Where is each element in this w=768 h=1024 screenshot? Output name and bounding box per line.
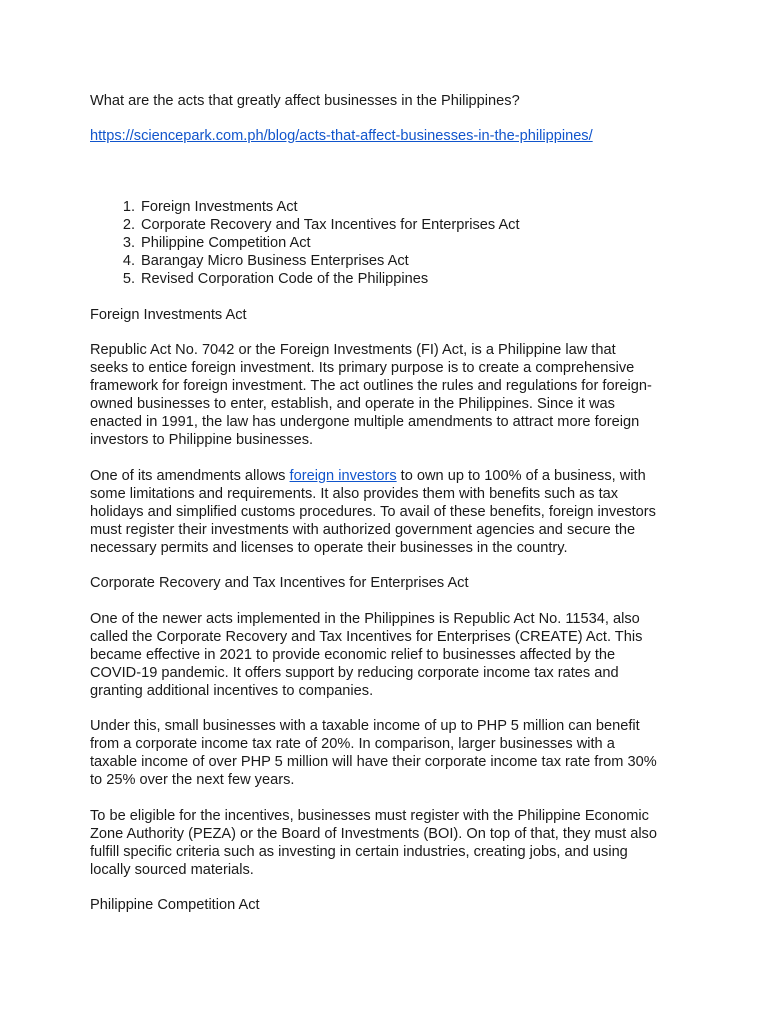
text-line: must register their investments with authorized government agencies and secure the <box>90 521 636 538</box>
text-line: COVID-19 pandemic. It offers support by reducing corporate income tax rates and <box>90 664 619 681</box>
list-number: 2. <box>122 217 135 233</box>
text-line: granting additional incentives to companies. <box>90 682 374 699</box>
list-item <box>90 216 690 234</box>
list-item <box>90 198 690 216</box>
text-span: to own up to 100% of a business, with <box>396 467 646 484</box>
list-item <box>90 234 690 252</box>
text-line: called the Corporate Recovery and Tax Incentives for Enterprises (CREATE) Act. This <box>90 628 643 645</box>
text-line: owned businesses to enter, establish, and operate in the Philippines. Since it was <box>90 396 615 412</box>
text-line: framework for foreign investment. The act outlines the rules and regulations for foreign- <box>90 378 652 394</box>
text-line: investors to Philippine businesses. <box>90 432 314 448</box>
source-url-link[interactable]: https://sciencepark.com.ph/blog/acts-that-affect-businesses-in-the-philippines/ <box>90 128 593 144</box>
foreign-investments-paragraph-2 <box>90 467 690 557</box>
create-act-paragraph-1 <box>90 610 690 700</box>
foreign-investors-link[interactable]: foreign investors <box>289 467 397 484</box>
text-span: One of its amendments allows <box>90 467 290 484</box>
text-line <box>90 467 690 485</box>
text-line: To be eligible for the incentives, businesses must register with the Philippine Economic <box>90 807 649 824</box>
document-page <box>90 92 690 932</box>
text-line: some limitations and requirements. It also provides them with benefits such as tax <box>90 485 619 502</box>
list-item-label: Revised Corporation Code of the Philippines <box>141 271 429 287</box>
text-line: became effective in 2021 to provide economic relief to businesses affected by the <box>90 646 616 663</box>
create-act-paragraph-2 <box>90 717 690 789</box>
text-line: from a corporate income tax rate of 20%. In comparison, larger businesses with a <box>90 736 615 752</box>
list-number: 4. <box>122 253 135 269</box>
list-item <box>90 252 690 270</box>
text-line: holidays and simplified customs procedures. To avail of these benefits, foreign investors <box>90 503 656 520</box>
text-line: locally sourced materials. <box>90 861 254 878</box>
text-line: seeks to entice foreign investment. Its primary purpose is to create a comprehensive <box>90 360 635 376</box>
text-line: enacted in 1991, the law has undergone multiple amendments to attract more foreign <box>90 414 640 430</box>
create-act-paragraph-3 <box>90 807 690 879</box>
text-line: One of the newer acts implemented in the Philippines is Republic Act No. 11534, also <box>90 610 640 627</box>
question-text: What are the acts that greatly affect businesses in the Philippines? <box>90 93 520 109</box>
text-line: fulfill specific criteria such as investing in certain industries, creating jobs, and using <box>90 843 628 860</box>
list-item-label: Corporate Recovery and Tax Incentives for Enterprises Act <box>141 217 520 233</box>
foreign-investments-paragraph-1 <box>90 341 690 449</box>
list-number: 5. <box>122 271 135 287</box>
text-line: taxable income of over PHP 5 million will have their corporate income tax rate from 30% <box>90 754 657 770</box>
list-item-label: Barangay Micro Business Enterprises Act <box>141 253 409 269</box>
list-number: 3. <box>122 235 135 251</box>
acts-list <box>90 198 690 288</box>
section-heading-competition-act: Philippine Competition Act <box>90 897 260 913</box>
list-number: 1. <box>122 199 135 215</box>
section-heading-foreign-investments: Foreign Investments Act <box>90 306 247 323</box>
list-item-label: Philippine Competition Act <box>141 235 311 251</box>
list-item <box>90 270 690 288</box>
list-item-label: Foreign Investments Act <box>141 199 298 215</box>
text-line: to 25% over the next few years. <box>90 772 295 788</box>
source-url-paragraph <box>90 127 690 145</box>
text-line: Republic Act No. 7042 or the Foreign Investments (FI) Act, is a Philippine law that <box>90 342 616 358</box>
section-heading-create-act: Corporate Recovery and Tax Incentives for Enterprises Act <box>90 575 469 591</box>
text-line: necessary permits and licenses to operate their businesses in the country. <box>90 539 568 556</box>
text-line: Under this, small businesses with a taxable income of up to PHP 5 million can benefit <box>90 718 640 734</box>
text-line: Zone Authority (PEZA) or the Board of Investments (BOI). On top of that, they must also <box>90 825 657 842</box>
